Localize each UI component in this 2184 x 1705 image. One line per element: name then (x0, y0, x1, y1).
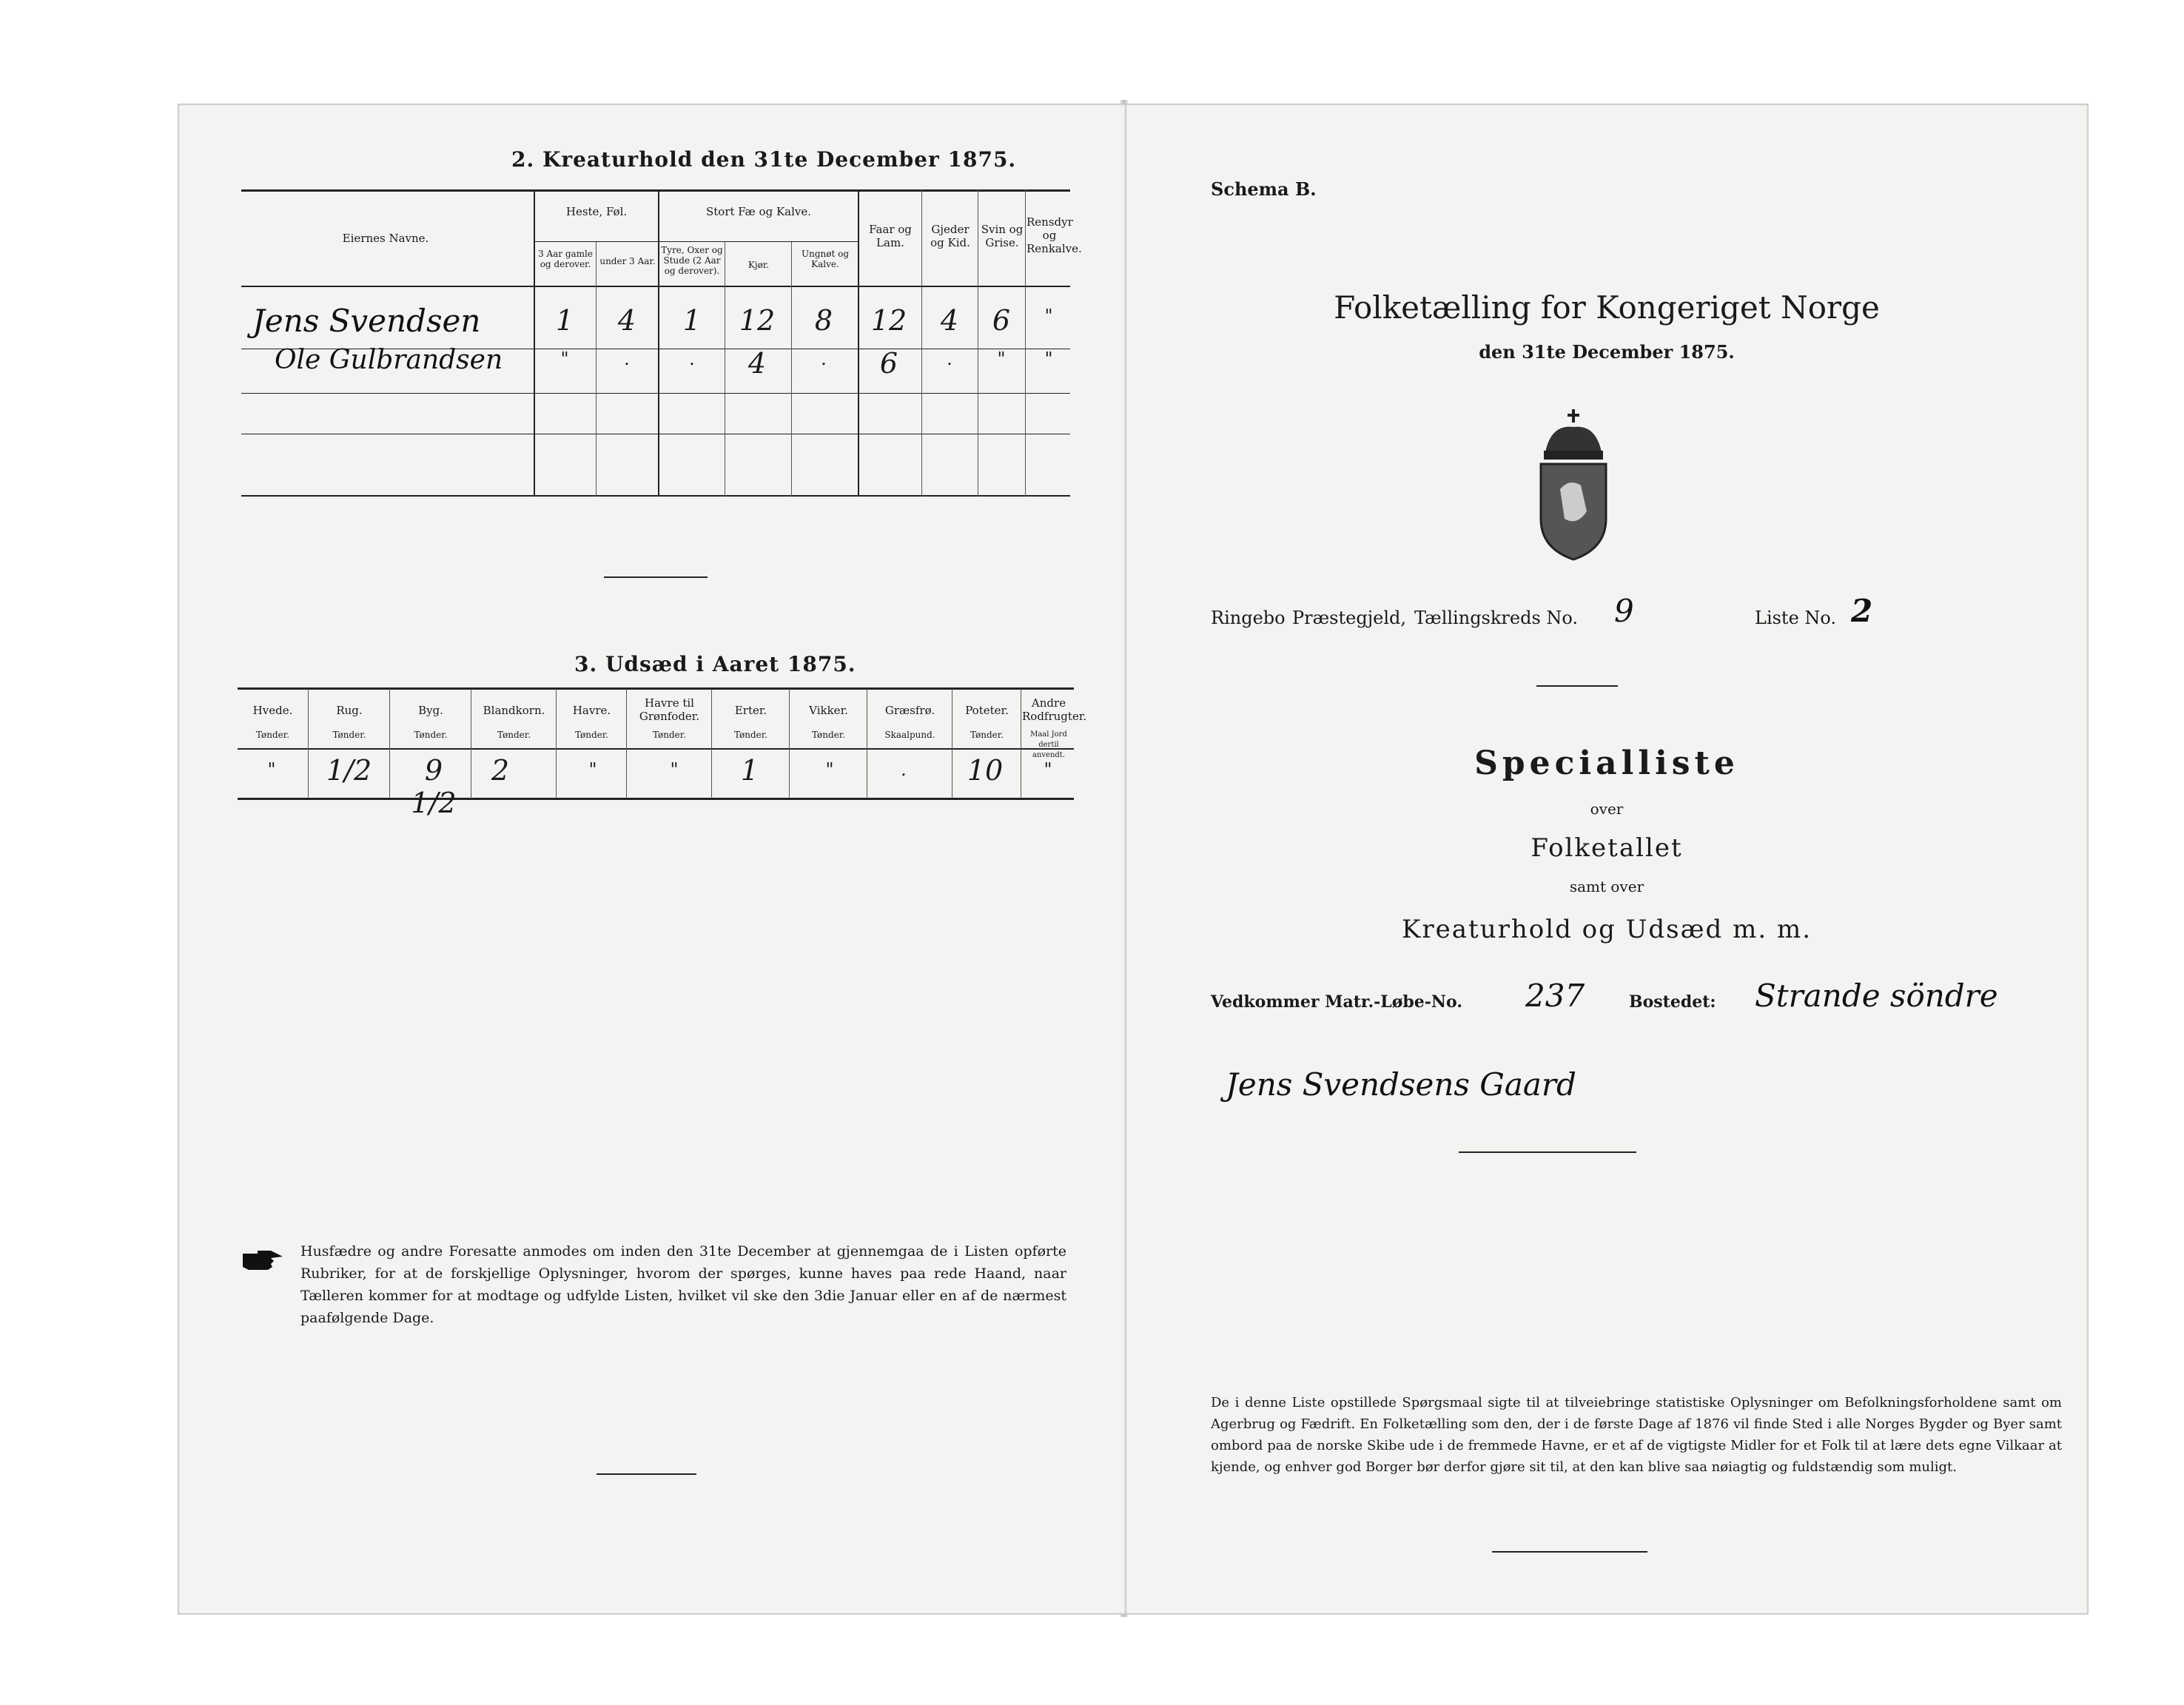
seed-col-unit: Tønder. (652, 730, 687, 740)
col-divider (789, 689, 790, 798)
table-top-rule (241, 189, 1070, 192)
horse-sub-header: under 3 Aar. (599, 256, 656, 266)
kreds-label: Tællingskreds No. (1414, 608, 1579, 628)
census-title: Folketælling for Kongeriget Norge (1334, 289, 1880, 326)
seed-cell: 2 (491, 754, 510, 787)
liste-number: 2 (1851, 593, 1873, 629)
group-rule (534, 241, 858, 242)
seed-col-header: Vikker. (809, 704, 848, 717)
livestock-cell: . (624, 349, 630, 369)
table-header-rule (238, 748, 1074, 750)
seed-col-header: Poteter. (965, 704, 1009, 717)
seed-cell: " (670, 759, 679, 780)
livestock-cell: 4 (940, 304, 959, 337)
col-divider (711, 689, 712, 798)
owner-name: Ole Gulbrandsen (275, 345, 503, 375)
col-divider (308, 689, 309, 798)
seed-cell: 10 (967, 754, 1004, 787)
livestock-cell: . (947, 349, 952, 369)
livestock-cell: " (560, 349, 569, 369)
seed-col-header: Blandkorn. (483, 704, 545, 717)
livestock-cell: 12 (870, 304, 907, 337)
seed-col-unit: Tønder. (811, 730, 846, 740)
col-divider (556, 689, 557, 798)
sheep-header: Faar og Lam. (869, 223, 912, 249)
kreds-number: 9 (1614, 593, 1634, 629)
livestock-cell: 4 (617, 304, 636, 337)
seed-col-header: Erter. (734, 704, 767, 717)
matr-number: 237 (1525, 978, 1585, 1014)
table-header-rule (241, 286, 1070, 287)
seed-col-header: Hvede. (252, 704, 293, 717)
col-divider (791, 241, 792, 497)
livestock-title: 2. Kreaturhold den 31te December 1875. (511, 147, 1017, 172)
livestock-cell: 8 (814, 304, 833, 337)
owner-name: Jens Svendsen (252, 303, 481, 339)
prestegjeld-label: Præstegjeld, (1292, 608, 1407, 628)
col-divider (921, 189, 922, 497)
seed-cell: " (1044, 759, 1052, 780)
livestock-cell: 6 (992, 304, 1011, 337)
householder-notice: Husfædre og andre Foresatte anmodes om inden den 31te December at gjennemgaa de i Listen opførte Rubriker, for at de forskjellige Oplysninger, hvorom der spørges, kunne haves paa rede Haand, naar Tælleren kommer for at modtage og udfylde Listen, hvilket vil ske den 3die Januar eller en af de nærmest paafølgende Dage. (300, 1243, 1066, 1326)
seed-col-header: Byg. (418, 704, 443, 717)
bosted-label: Bostedet: (1629, 992, 1716, 1012)
seed-col-header: Andre Rodfrugter. (1022, 696, 1087, 723)
row-rule (241, 393, 1070, 394)
seed-col-header: Græsfrø. (884, 704, 935, 717)
seed-col-unit: Tønder. (255, 730, 290, 740)
seed-cell: . (901, 759, 907, 780)
samt-over-label: samt over (1569, 878, 1644, 895)
separator (1536, 685, 1618, 687)
farm-name: Jens Svendsens Gaard (1226, 1066, 1576, 1103)
reindeer-header: Rensdyr og Renkalve. (1027, 215, 1082, 255)
seed-col-unit: Tønder. (332, 730, 366, 740)
seed-cell: 1/2 (326, 754, 372, 787)
livestock-cell: " (1044, 306, 1053, 326)
bosted-value: Strande söndre (1755, 978, 1998, 1014)
liste-label: Liste No. (1755, 608, 1837, 628)
pointing-hand-icon (241, 1248, 286, 1274)
seed-cell: 1 (740, 754, 759, 787)
cattle-header: Stort Fæ og Kalve. (705, 205, 812, 218)
separator (1459, 1151, 1636, 1153)
seed-col-header: Havre. (572, 704, 611, 717)
seed-title: 3. Udsæd i Aaret 1875. (574, 652, 856, 676)
col-divider (596, 241, 597, 497)
left-page (178, 104, 1126, 1615)
seed-cell: " (267, 759, 276, 780)
schema-label: Schema B. (1211, 178, 1317, 200)
table-bottom-rule (241, 495, 1070, 497)
seed-col-unit: Tønder. (497, 730, 531, 740)
specialliste-title: Specialliste (1474, 744, 1739, 782)
col-divider (658, 189, 659, 497)
seed-cell: " (588, 759, 597, 780)
separator (604, 576, 708, 578)
seed-col-unit: Tønder. (414, 730, 448, 740)
seed-col-unit: Tønder. (574, 730, 609, 740)
separator (1492, 1551, 1647, 1553)
col-divider (626, 689, 627, 798)
livestock-cell: 12 (739, 304, 776, 337)
col-divider (389, 689, 390, 798)
cattle-sub-header: Kjør. (747, 260, 770, 270)
matr-label: Vedkommer Matr.-Løbe-No. (1211, 992, 1462, 1012)
seed-cell: " (825, 759, 834, 780)
seed-col-header: Havre til Grønfoder. (639, 696, 700, 723)
livestock-cell: " (1044, 349, 1053, 369)
parish-place: Ringebo (1211, 608, 1286, 628)
goats-header: Gjeder og Kid. (930, 223, 970, 249)
separator (597, 1473, 696, 1475)
seed-col-unit: Tønder. (733, 730, 768, 740)
table-bottom-rule (238, 798, 1074, 800)
coat-of-arms-icon (1529, 408, 1618, 563)
over-label: over (1590, 800, 1624, 818)
owner-header: Eiernes Navne. (342, 232, 429, 245)
livestock-cell: . (689, 349, 695, 369)
seed-cell: 9 1/2 (411, 754, 457, 819)
col-divider (534, 189, 535, 497)
livestock-cell: 4 (747, 347, 767, 380)
pigs-header: Svin og Grise. (981, 223, 1024, 249)
kreaturhold-label: Kreaturhold og Udsæd m. m. (1401, 915, 1812, 944)
col-divider (1025, 189, 1026, 497)
horse-header: Heste, Føl. (565, 205, 628, 218)
seed-col-header: Rug. (336, 704, 363, 717)
folketallet-label: Folketallet (1531, 833, 1683, 863)
table-top-rule (238, 687, 1074, 690)
statistics-note: De i denne Liste opstillede Spørgsmaal sigte til at tilveiebringe statistiske Oplysninger om Befolkningsforholdene samt om Agerbrug og Fædrift. En Folketælling som den, der i de første Dage af 1876 vil finde Sted i alle Norges Bygder og Byer samt ombord paa de norske Skibe ude i de fremmede Havne, er et af de vigtigste Midler for et Folk til at lære dets egne Vilkaar at kjende, og enhver god Borger bør derfor gjøre sit til, at den kan blive saa nøiagtig og fuldstændig som muligt. (1211, 1395, 2062, 1475)
livestock-cell: " (997, 349, 1006, 369)
horse-sub-header: 3 Aar gamle og derover. (538, 249, 593, 269)
census-date: den 31te December 1875. (1479, 341, 1735, 363)
seed-col-unit: Tønder. (970, 730, 1004, 740)
livestock-cell: 1 (682, 304, 702, 337)
seed-col-unit: Skaalpund. (884, 730, 935, 740)
livestock-cell: . (821, 349, 827, 369)
right-page (1125, 104, 2089, 1615)
livestock-cell: 6 (879, 347, 898, 380)
livestock-cell: 1 (555, 304, 574, 337)
seed-col-unit: Maal Jord dertil anvendt. (1030, 730, 1067, 759)
cattle-sub-header: Tyre, Oxer og Stude (2 Aar og derover). (661, 245, 723, 276)
cattle-sub-header: Ungnøt og Kalve. (801, 249, 850, 269)
